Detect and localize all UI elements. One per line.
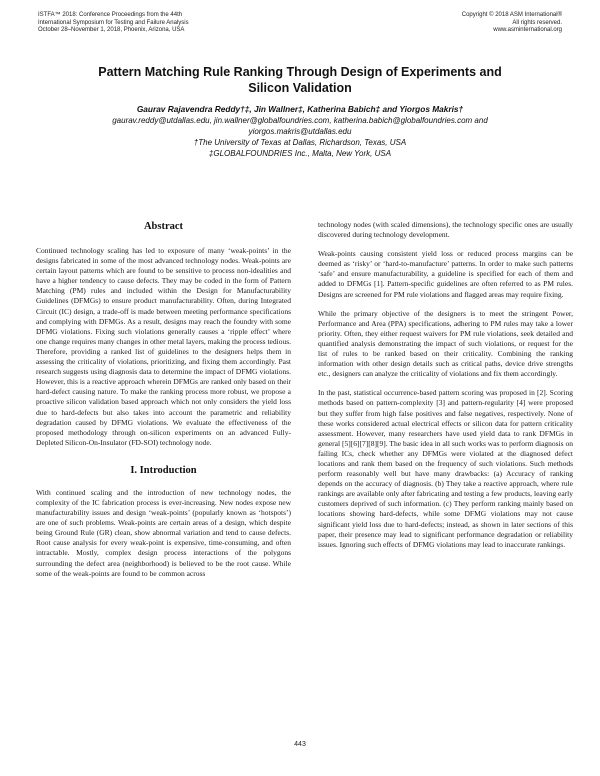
author-names: Gaurav Rajavendra Reddy†‡, Jin Wallner‡, Katherina Babich‡ and Yiorgos Makris† — [136, 104, 464, 114]
body-paragraph: In the past, statistical occurrence-based pattern scoring was proposed in [2]. Scoring methods based on pattern-complexity [3] and pattern-regularity [4] were proposed but they suffer from high false positives and false negatives, respectively. None of these works considered actual electrical effects or silicon data for pattern criticality assessment. However, many researchers have used yield data to rank DFMGs in general [5][6][7][8][9]. The basic idea in all such works was to perform diagnosis on failing ICs, check whether any DFMGs were violated at the diagnosed defect locations and rank them based on the frequency of such violations. Such methods perform reasonably well but have many drawbacks: (a) Accuracy of ranking depends on the accuracy of diagnosis. (b) They take a reactive approach, where rule rankings are available only after fabricating and testing a few products, leaving early customers deprived of such information. (c) They perform ranking mainly based on locations showing hard-defects, while some DFMG violations may not cause significant yield loss due to hard-defects; instead, as shown in later sections of this paper, their presence may lead to significant performance degradation or reliability issues. Ignoring such effects of DFMG violations may lead to inaccurate rankings. — [318, 388, 573, 549]
abstract-heading: Abstract — [143, 221, 184, 232]
author-emails: yiorgos.makris@utdallas.edu — [248, 127, 352, 136]
left-column — [36, 220, 291, 588]
header-line: All rights reserved. — [512, 19, 562, 26]
affiliation: †The University of Texas at Dallas, Richardson, Texas, USA — [193, 138, 407, 147]
author-block — [50, 104, 550, 159]
copyright-header — [342, 12, 562, 35]
introduction-text: With continued scaling and the introduction of new technology nodes, the complexity of the IC fabrication process is ever-increasing. New nodes expose new manufacturability issues and design ‘weak-points’ (popularly known as ‘hotspots’) are one of such problems. Weak-points are certain areas of a design, which despite being Ground Rule (GR) clean, show abnormal variation and tend to cause defects. Root cause analysis for every weak-point is expensive, time-consuming, and often intractable. Mostly, complex design process interactions of the polygons surrounding the defect area (neighborhood) is believed to be the root cause. While some of the weak-points are found to be common across — [36, 487, 291, 578]
introduction-heading: I. Introduction — [130, 464, 197, 476]
body-paragraph: technology nodes (with scaled dimensions), the technology specific ones are usually discovered during technology development. — [318, 220, 573, 240]
abstract-text: Continued technology scaling has led to exposure of many ‘weak-points’ in the designs fabricated in some of the most advanced technology nodes. Weak-points are certain layout patterns which are found to be sensitive to process non-idealities and have a higher tendency to cause defects. They may be coded in the form of Pattern Matching (PM) rules and included within the Design for Manufacturability Guidelines (DFMGs) to ensure product manufacturability. Often, during Integrated Circuit (IC) design, a trade-off is made between meeting performance specifications and complying with DFMGs. As a result, designs may reach the foundry with some DFMG violations. Fixing such violations generally causes a ‘ripple effect’ where one change requires many changes in other metal layers, making the process tedious. Therefore, providing a ranked list of guidelines to the designers helps them in assessing the criticality of violations, prioritizing, and fixing them accordingly. Past research suggests using diagnosis data to determine the impact of DFMG violations. However, this is a reactive approach wherein DFMGs are ranked only based on their hard-defect causing nature. To make the ranking process more robust, we propose a proactive silicon validation based approach which not only considers the yield loss due to hard-defects but also takes into account the parametric and reliability degradation caused by DFMG violations. We evaluate the effectiveness of the proposed methodology through on-silicon experiments on an advanced Fully-Depleted Silicon-On-Insulator (FD-SOI) technology node. — [36, 246, 291, 447]
author-emails: gaurav.reddy@utdallas.edu, jin.wallner@globalfoundries.com, katherina.babich@globalfoundries.com and — [112, 116, 488, 125]
title-line: Pattern Matching Rule Ranking Through Design of Experiments and — [98, 65, 502, 79]
page-number: 443 — [294, 741, 306, 748]
paper-title — [60, 64, 540, 96]
header-line: October 28–November 1, 2018, Phoenix, Arizona, USA — [38, 27, 185, 33]
header-line: International Symposium for Testing and Failure Analysis — [38, 19, 189, 26]
title-line: Silicon Validation — [248, 81, 352, 95]
proceedings-header — [38, 12, 298, 35]
body-paragraph: Weak-points causing consistent yield loss or reduced process margins can be deemed as ‘risky’ or ‘hard-to-manufacture’ patterns. In order to make such patterns ‘safe’ and ensure manufacturability, a guideline is specified for each of them and added to DFMGs [1]. Pattern-specific guidelines are often referred to as PM rules. Designs are screened for PM rule violations and flagged areas may require fixing. — [318, 249, 573, 299]
header-line: Copyright © 2018 ASM International® — [461, 12, 562, 18]
header-line: www.asminternational.org — [493, 27, 562, 33]
body-paragraph: While the primary objective of the designers is to meet the stringent Power, Performance and Area (PPA) specifications, adhering to PM rules may take a lower priority. Often, they either request waivers for PM rule violations, seek detailed and quantified analysis demonstrating the impact of such violations, or request for the list of rules to be ranked based on their criticality. Combining the ranking information with other design details such as critical paths, device drive strengths etc., designers can analyze the criticality of violations and fix them accordingly. — [318, 308, 573, 379]
right-column — [318, 220, 573, 559]
header-line: ISTFA™ 2018: Conference Proceedings from the 44th — [38, 12, 183, 18]
affiliation: ‡GLOBALFOUNDRIES Inc., Malta, New York, USA — [208, 149, 392, 158]
